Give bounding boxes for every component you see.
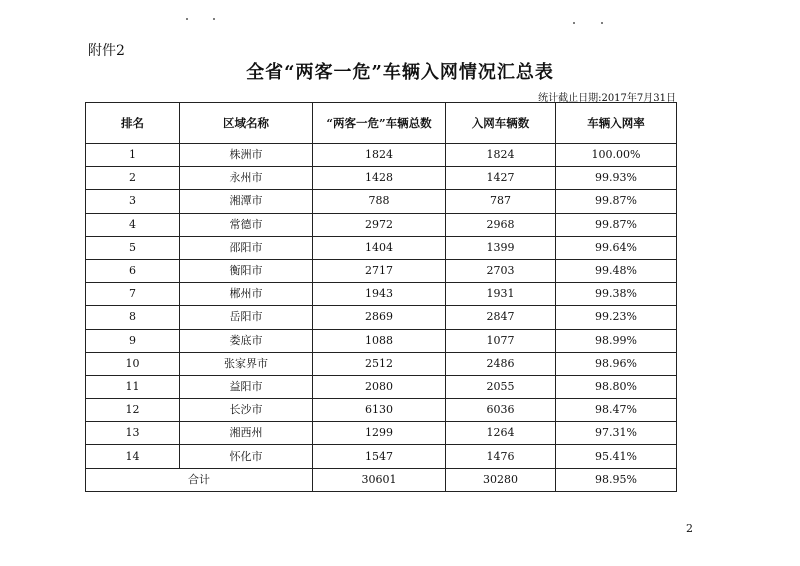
cell-region: 岳阳市 — [180, 306, 313, 329]
cell-rank: 6 — [86, 259, 180, 282]
cell-online: 787 — [446, 190, 556, 213]
document-title: 全省“两客一危”车辆入网情况汇总表 — [246, 62, 554, 83]
total-vehicles: 30601 — [313, 468, 446, 491]
cell-rank: 1 — [86, 144, 180, 167]
cell-online: 1427 — [446, 167, 556, 190]
table-row — [86, 213, 677, 236]
table-body — [86, 144, 677, 469]
cell-rate: 95.41% — [556, 445, 677, 468]
cell-online: 2703 — [446, 259, 556, 282]
table-row — [86, 259, 677, 282]
cell-rate: 99.64% — [556, 236, 677, 259]
column-header-total: “两客一危”车辆总数 — [313, 103, 446, 144]
cell-region: 永州市 — [180, 167, 313, 190]
cell-rate: 99.87% — [556, 190, 677, 213]
table-row — [86, 190, 677, 213]
cell-region: 长沙市 — [180, 399, 313, 422]
total-label: 合计 — [86, 468, 313, 491]
cell-rank: 5 — [86, 236, 180, 259]
table-header-row — [86, 103, 677, 144]
cell-rank: 10 — [86, 352, 180, 375]
total-rate: 98.95% — [556, 468, 677, 491]
cell-region: 娄底市 — [180, 329, 313, 352]
cell-total: 1088 — [313, 329, 446, 352]
column-header-rate: 车辆入网率 — [556, 103, 677, 144]
cell-region: 怀化市 — [180, 445, 313, 468]
cell-online: 2968 — [446, 213, 556, 236]
cell-rank: 4 — [86, 213, 180, 236]
cell-rate: 97.31% — [556, 422, 677, 445]
cell-rate: 99.87% — [556, 213, 677, 236]
cell-total: 2512 — [313, 352, 446, 375]
cell-total: 1428 — [313, 167, 446, 190]
cell-total: 1547 — [313, 445, 446, 468]
cell-online: 2486 — [446, 352, 556, 375]
cell-total: 1943 — [313, 283, 446, 306]
summary-table — [85, 102, 677, 492]
cell-online: 1476 — [446, 445, 556, 468]
cell-region: 张家界市 — [180, 352, 313, 375]
cell-region: 衡阳市 — [180, 259, 313, 282]
cell-total: 1404 — [313, 236, 446, 259]
table-row — [86, 329, 677, 352]
cell-total: 2972 — [313, 213, 446, 236]
cell-region: 郴州市 — [180, 283, 313, 306]
column-header-region: 区域名称 — [180, 103, 313, 144]
cell-rate: 98.96% — [556, 352, 677, 375]
total-online: 30280 — [446, 468, 556, 491]
cell-region: 邵阳市 — [180, 236, 313, 259]
cell-total: 788 — [313, 190, 446, 213]
table-row — [86, 399, 677, 422]
cell-rank: 2 — [86, 167, 180, 190]
cell-rank: 7 — [86, 283, 180, 306]
cell-online: 2847 — [446, 306, 556, 329]
cell-rate: 100.00% — [556, 144, 677, 167]
cell-region: 湘潭市 — [180, 190, 313, 213]
cell-online: 1931 — [446, 283, 556, 306]
cell-total: 1299 — [313, 422, 446, 445]
table-row — [86, 167, 677, 190]
cell-rank: 3 — [86, 190, 180, 213]
cell-region: 益阳市 — [180, 375, 313, 398]
cell-online: 1399 — [446, 236, 556, 259]
table-row — [86, 283, 677, 306]
cell-rate: 99.23% — [556, 306, 677, 329]
scan-speck — [601, 22, 603, 24]
cell-rate: 99.38% — [556, 283, 677, 306]
cell-rate: 99.48% — [556, 259, 677, 282]
table-row — [86, 445, 677, 468]
date-note: 统计截止日期:2017年7月31日 — [538, 93, 676, 104]
cell-total: 2869 — [313, 306, 446, 329]
cell-total: 1824 — [313, 144, 446, 167]
cell-region: 湘西州 — [180, 422, 313, 445]
cell-online: 1824 — [446, 144, 556, 167]
cell-online: 6036 — [446, 399, 556, 422]
attachment-label: 附件2 — [88, 43, 125, 59]
table-row — [86, 352, 677, 375]
table-row — [86, 306, 677, 329]
page-number: 2 — [686, 522, 693, 535]
cell-rate: 98.80% — [556, 375, 677, 398]
scan-speck — [573, 22, 575, 24]
cell-online: 1264 — [446, 422, 556, 445]
cell-rank: 13 — [86, 422, 180, 445]
scan-speck — [213, 18, 215, 20]
cell-rate: 98.47% — [556, 399, 677, 422]
cell-rank: 12 — [86, 399, 180, 422]
cell-online: 2055 — [446, 375, 556, 398]
cell-rank: 9 — [86, 329, 180, 352]
cell-total: 2717 — [313, 259, 446, 282]
cell-region: 常德市 — [180, 213, 313, 236]
cell-online: 1077 — [446, 329, 556, 352]
table-row — [86, 422, 677, 445]
table-row — [86, 144, 677, 167]
table-row — [86, 236, 677, 259]
total-row — [86, 468, 677, 491]
cell-rank: 14 — [86, 445, 180, 468]
cell-region: 株洲市 — [180, 144, 313, 167]
cell-rate: 98.99% — [556, 329, 677, 352]
cell-total: 2080 — [313, 375, 446, 398]
cell-rank: 8 — [86, 306, 180, 329]
cell-rank: 11 — [86, 375, 180, 398]
scan-speck — [186, 18, 188, 20]
column-header-online: 入网车辆数 — [446, 103, 556, 144]
cell-total: 6130 — [313, 399, 446, 422]
cell-rate: 99.93% — [556, 167, 677, 190]
table-row — [86, 375, 677, 398]
column-header-rank: 排名 — [86, 103, 180, 144]
